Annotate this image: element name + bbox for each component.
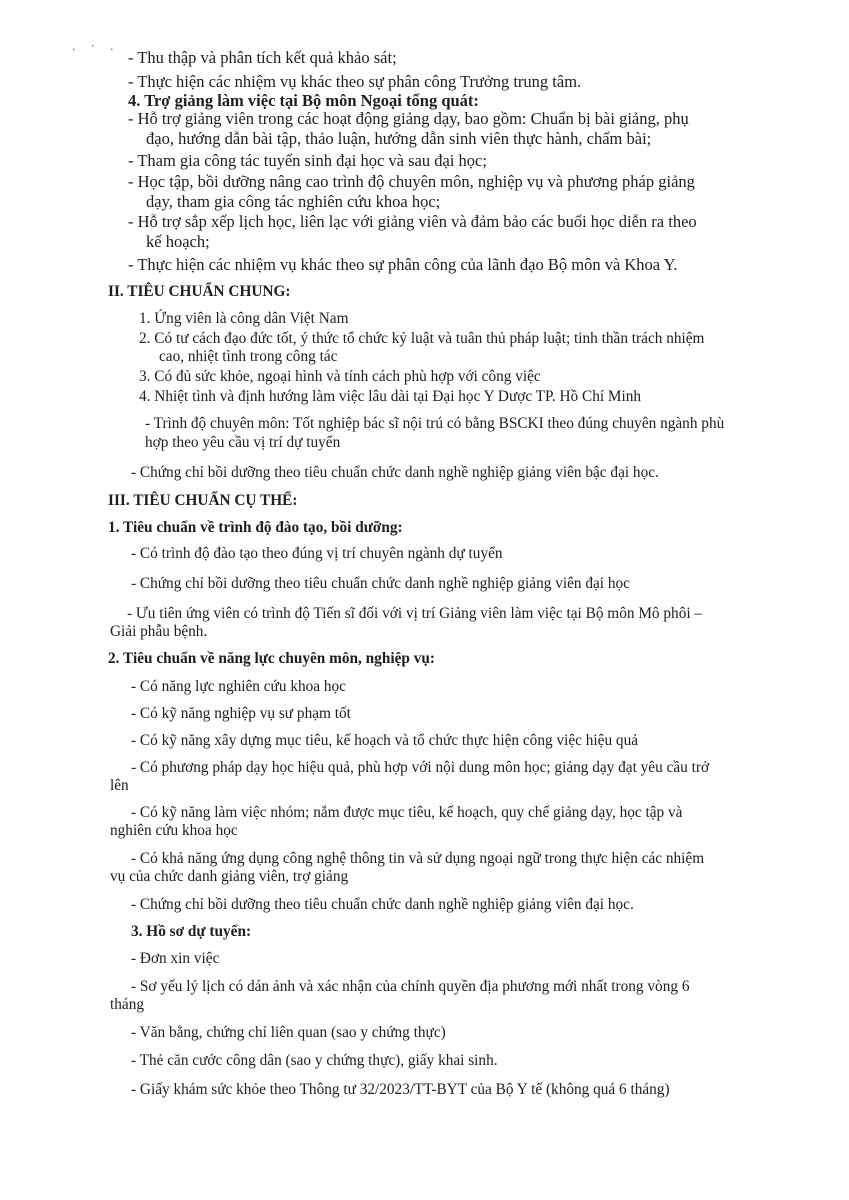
text-line: - Chứng chỉ bồi dưỡng theo tiêu chuẩn chức danh nghề nghiệp giảng viên đại học. (131, 896, 634, 913)
text-line: - Sơ yếu lý lịch có dán ảnh và xác nhận của chính quyền địa phương mới nhất trong vòng 6 (131, 978, 690, 995)
text-line: tháng (110, 996, 144, 1013)
text-line: lên (110, 777, 129, 794)
text-line: - Giấy khám sức khỏe theo Thông tư 32/2023/TT-BYT của Bộ Y tế (không quá 6 tháng) (131, 1081, 670, 1098)
text-line: - Tham gia công tác tuyển sinh đại học và sau đại học; (128, 151, 487, 170)
text-line: hợp theo yêu cầu vị trí dự tuyển (145, 434, 341, 451)
text-line: - Thực hiện các nhiệm vụ khác theo sự phân công Trưởng trung tâm. (128, 72, 582, 91)
text-line: 1. Ứng viên là công dân Việt Nam (139, 310, 349, 327)
text-line: - Ưu tiên ứng viên có trình độ Tiến sĩ đối với vị trí Giảng viên làm việc tại Bộ môn Mô phôi – (127, 605, 703, 622)
text-line: - Đơn xin việc (131, 950, 220, 967)
text-line: nghiên cứu khoa học (110, 822, 238, 839)
text-line: - Trình độ chuyên môn: Tốt nghiệp bác sĩ nội trú có bằng BSCKI theo đúng chuyên ngành phù (145, 415, 725, 432)
text-line: - Có năng lực nghiên cứu khoa học (131, 678, 346, 695)
text-line: Giải phẫu bệnh. (110, 623, 208, 640)
text-line: - Hỗ trợ sắp xếp lịch học, liên lạc với giảng viên và đảm bảo các buổi học diễn ra theo (128, 212, 697, 231)
section-heading: II. TIÊU CHUẨN CHUNG: (108, 283, 291, 300)
text-line: - Có kỹ năng xây dựng mục tiêu, kế hoạch và tổ chức thực hiện công việc hiệu quả (131, 732, 639, 749)
text-line: - Có khả năng ứng dụng công nghệ thông tin và sử dụng ngoại ngữ trong thực hiện các nhiệm (131, 850, 705, 867)
scan-marks: . · . (72, 38, 120, 53)
section-heading: III. TIÊU CHUẨN CỤ THỂ: (108, 492, 298, 509)
text-line: - Có trình độ đào tạo theo đúng vị trí chuyên ngành dự tuyển (131, 545, 503, 562)
text-line: 2. Có tư cách đạo đức tốt, ý thức tổ chức kỷ luật và tuân thủ pháp luật; tinh thần trách nhiệm (139, 330, 705, 347)
text-line: cao, nhiệt tình trong công tác (159, 348, 338, 365)
text-line: dạy, tham gia công tác nghiên cứu khoa học; (146, 192, 441, 211)
text-line: - Thẻ căn cước công dân (sao y chứng thực), giấy khai sinh. (131, 1052, 498, 1069)
text-line: 4. Nhiệt tình và định hướng làm việc lâu dài tại Đại học Y Dược TP. Hồ Chí Minh (139, 388, 642, 405)
text-line: - Có kỹ năng làm việc nhóm; nắm được mục tiêu, kế hoạch, quy chế giảng dạy, học tập và (131, 804, 683, 821)
text-line: - Thu thập và phân tích kết quả khảo sát; (128, 48, 397, 67)
text-line: - Có kỹ năng nghiệp vụ sư phạm tốt (131, 705, 351, 722)
section-heading: 4. Trợ giảng làm việc tại Bộ môn Ngoại tổng quát: (128, 91, 479, 110)
text-line: - Thực hiện các nhiệm vụ khác theo sự phân công của lãnh đạo Bộ môn và Khoa Y. (128, 255, 678, 274)
section-heading: 1. Tiêu chuẩn về trình độ đào tạo, bồi dưỡng: (108, 519, 403, 536)
text-line: - Chứng chỉ bồi dưỡng theo tiêu chuẩn chức danh nghề nghiệp giảng viên bậc đại học. (131, 464, 659, 481)
text-line: - Văn bằng, chứng chỉ liên quan (sao y chứng thực) (131, 1024, 446, 1041)
section-heading: 3. Hồ sơ dự tuyển: (131, 923, 252, 940)
section-heading: 2. Tiêu chuẩn về năng lực chuyên môn, nghiệp vụ: (108, 650, 435, 667)
text-line: 3. Có đủ sức khỏe, ngoại hình và tính cách phù hợp với công việc (139, 368, 541, 385)
text-line: - Học tập, bồi dưỡng nâng cao trình độ chuyên môn, nghiệp vụ và phương pháp giảng (128, 172, 695, 191)
text-line: - Hỗ trợ giảng viên trong các hoạt động giảng dạy, bao gồm: Chuẩn bị bài giảng, phụ (128, 109, 689, 128)
text-line: vụ của chức danh giảng viên, trợ giảng (110, 868, 349, 885)
text-line: kế hoạch; (146, 232, 210, 251)
text-line: đạo, hướng dẫn bài tập, thảo luận, hướng dẫn sinh viên thực hành, chấm bài; (146, 129, 652, 148)
text-line: - Có phương pháp dạy học hiệu quả, phù hợp với nội dung môn học; giảng dạy đạt yêu cầu trở (131, 759, 710, 776)
text-line: - Chứng chỉ bồi dưỡng theo tiêu chuẩn chức danh nghề nghiệp giảng viên đại học (131, 575, 630, 592)
